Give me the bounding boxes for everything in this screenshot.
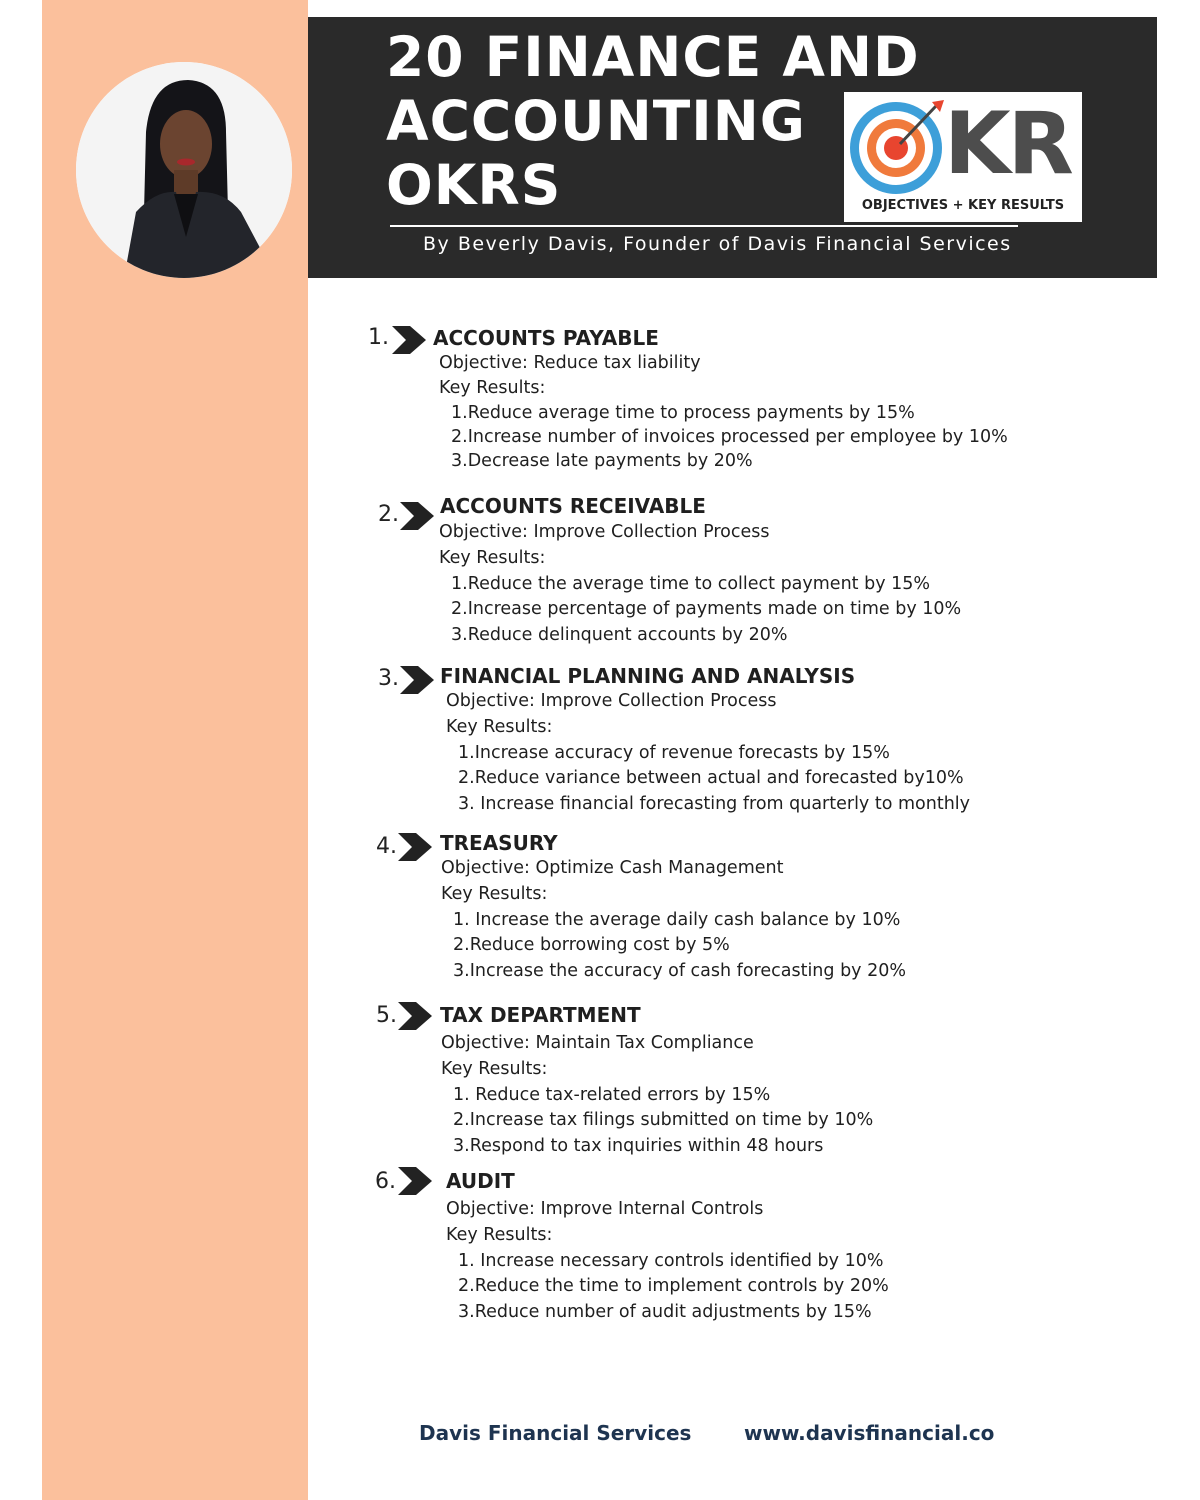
key-result-item: 2.Reduce variance between actual and forecasted by10% [458, 768, 964, 788]
key-result-item: 3.Increase the accuracy of cash forecasting by 20% [453, 961, 906, 981]
key-result-item: 3.Reduce delinquent accounts by 20% [451, 625, 788, 645]
key-result-item: 2.Reduce the time to implement controls by 20% [458, 1276, 889, 1296]
objective-text: Objective: Improve Internal Controls [446, 1199, 764, 1219]
key-results-label: Key Results: [446, 717, 553, 737]
key-result-item: 2.Reduce borrowing cost by 5% [453, 935, 730, 955]
key-results-label: Key Results: [446, 1225, 553, 1245]
target-icon [848, 94, 948, 198]
avatar [76, 62, 292, 278]
key-result-item: 1. Increase the average daily cash balance by 10% [453, 910, 901, 930]
title-line-2: ACCOUNTING [386, 89, 806, 153]
chevron-right-icon [398, 833, 432, 861]
objective-text: Objective: Maintain Tax Compliance [441, 1033, 754, 1053]
section-number: 4. [376, 834, 397, 859]
key-results-label: Key Results: [441, 1059, 548, 1079]
key-result-item: 1.Reduce average time to process payments by 15% [451, 403, 915, 423]
section-number: 5. [376, 1003, 397, 1028]
key-result-item: 1.Reduce the average time to collect payment by 15% [451, 574, 931, 594]
footer-website-link[interactable]: www.davisfinancial.co [744, 1421, 995, 1445]
page-title [386, 25, 920, 217]
section-title: FINANCIAL PLANNING AND ANALYSIS [440, 664, 856, 688]
chevron-right-icon [398, 1002, 432, 1030]
section-title: AUDIT [446, 1169, 515, 1193]
divider [390, 225, 1018, 227]
okr-tagline: OBJECTIVES + KEY RESULTS [861, 198, 1065, 213]
key-result-item: 2.Increase percentage of payments made on time by 10% [451, 599, 962, 619]
key-results-label: Key Results: [439, 548, 546, 568]
chevron-right-icon [398, 1167, 432, 1195]
title-line-3: OKRS [386, 153, 562, 217]
key-results-label: Key Results: [439, 378, 546, 398]
chevron-right-icon [400, 502, 434, 530]
okr-logo [844, 92, 1082, 222]
profile-photo [76, 62, 292, 278]
section-number: 2. [378, 502, 399, 527]
key-result-item: 3.Decrease late payments by 20% [451, 451, 753, 471]
key-result-item: 3.Respond to tax inquiries within 48 hours [453, 1136, 824, 1156]
key-result-item: 1. Reduce tax-related errors by 15% [453, 1085, 771, 1105]
section-number: 6. [375, 1169, 396, 1194]
objective-text: Objective: Improve Collection Process [446, 691, 777, 711]
title-line-1: 20 FINANCE AND [386, 25, 920, 89]
key-result-item: 3. Increase financial forecasting from quarterly to monthly [458, 794, 971, 814]
section-title: ACCOUNTS PAYABLE [433, 326, 659, 350]
chevron-right-icon [392, 326, 426, 354]
objective-text: Objective: Improve Collection Process [439, 522, 770, 542]
section-number: 1. [368, 325, 389, 350]
footer-company: Davis Financial Services [419, 1421, 692, 1445]
section-number: 3. [378, 666, 399, 691]
key-result-item: 1.Increase accuracy of revenue forecasts by 15% [458, 743, 890, 763]
key-result-item: 2.Increase number of invoices processed per employee by 10% [451, 427, 1008, 447]
key-result-item: 1. Increase necessary controls identified by 10% [458, 1251, 884, 1271]
key-results-label: Key Results: [441, 884, 548, 904]
key-result-item: 2.Increase tax filings submitted on time by 10% [453, 1110, 874, 1130]
objective-text: Objective: Reduce tax liability [439, 353, 701, 373]
section-title: TAX DEPARTMENT [440, 1003, 641, 1027]
section-title: ACCOUNTS RECEIVABLE [440, 494, 706, 518]
okr-wordmark: KR [944, 94, 1071, 194]
chevron-right-icon [400, 666, 434, 694]
byline: By Beverly Davis, Founder of Davis Financial Services [423, 233, 1012, 255]
section-title: TREASURY [440, 831, 558, 855]
key-result-item: 3.Reduce number of audit adjustments by 15% [458, 1302, 872, 1322]
objective-text: Objective: Optimize Cash Management [441, 858, 784, 878]
header-banner [308, 17, 1157, 278]
